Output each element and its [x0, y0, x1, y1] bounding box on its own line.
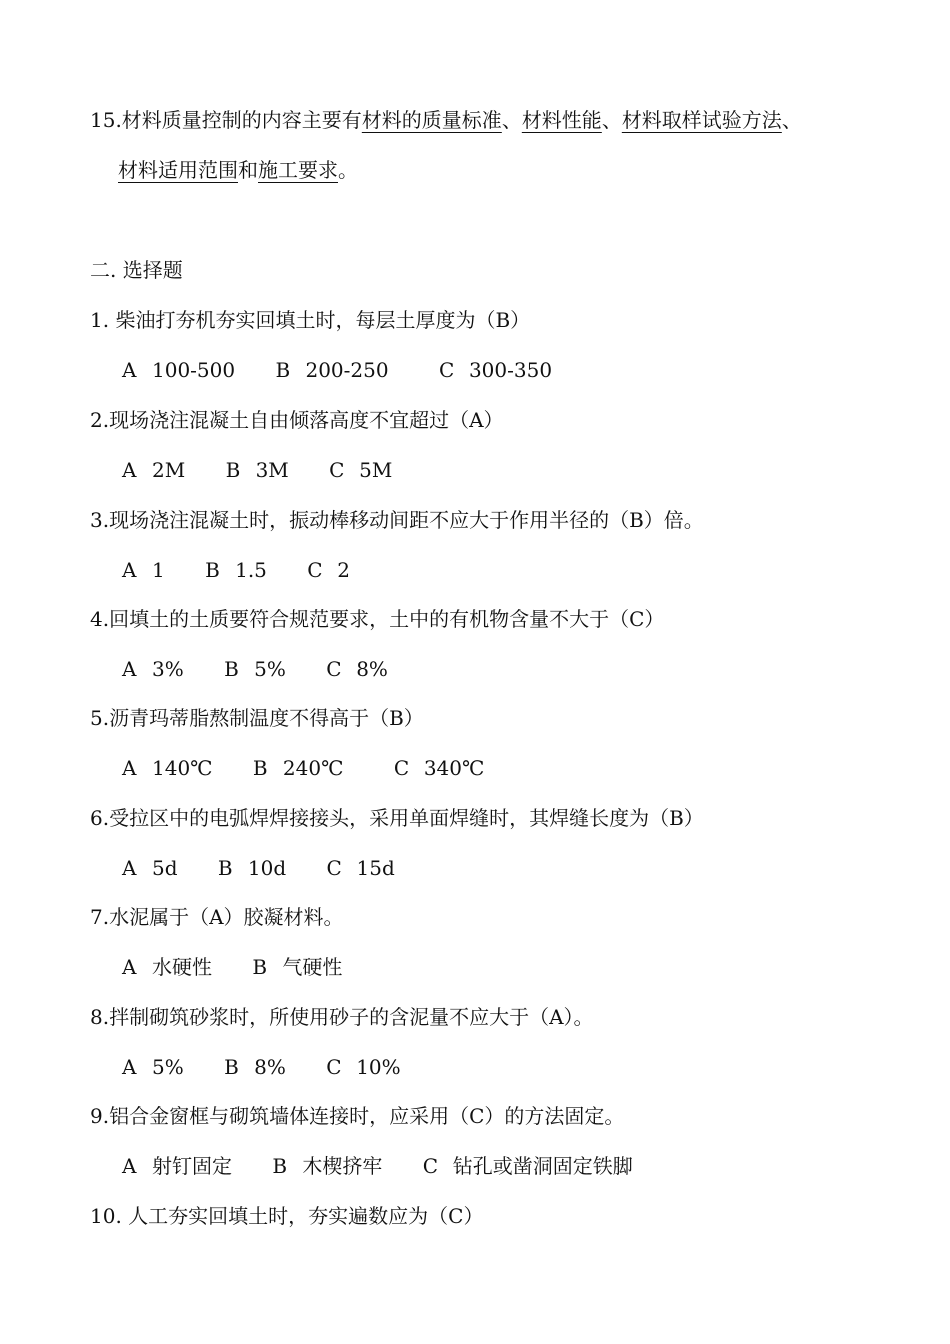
question-options: [122, 1052, 435, 1082]
q15-end: 。: [338, 158, 358, 182]
q15-mid: 和: [238, 158, 258, 182]
q15-prefix: 15.材料质量控制的内容主要有: [90, 108, 362, 132]
option-label: A: [122, 458, 137, 482]
option-value: 1.5: [235, 558, 267, 582]
question-options: [122, 1151, 667, 1181]
question-options: [122, 455, 426, 485]
q15-blank-5: 施工要求: [258, 158, 338, 182]
option-label: B: [224, 657, 239, 681]
q15-blank-2: 材料性能: [521, 108, 602, 132]
option-value: 3%: [152, 657, 184, 681]
option-value: 10d: [247, 856, 287, 880]
question-stem: 5.沥青玛蒂脂熬制温度不得高于（B）: [90, 706, 424, 730]
option-label: C: [326, 657, 342, 681]
option-label: B: [272, 1154, 288, 1178]
option-value: 340℃: [423, 756, 485, 780]
question-stem: 7.水泥属于（A）胶凝材料。: [90, 905, 344, 929]
option-label: C: [326, 856, 342, 880]
q15-blank-3: 材料取样试验方法: [621, 108, 782, 132]
option-label: A: [122, 657, 137, 681]
option-label: C: [438, 358, 455, 382]
option-label: A: [122, 1055, 137, 1079]
q15-sep-3: 、: [781, 108, 802, 132]
option-label: C: [326, 1055, 342, 1079]
option-label: C: [329, 458, 345, 482]
option-label: C: [422, 1154, 439, 1178]
question-options: [122, 555, 384, 585]
option-value: 钻孔或凿洞固定铁脚: [452, 1154, 633, 1178]
q15-sep-2: 、: [601, 108, 622, 132]
option-label: B: [225, 458, 241, 482]
option-value: 8%: [356, 657, 388, 681]
question-stem: 2.现场浇注混凝土自由倾落高度不宜超过（A）: [90, 408, 504, 432]
option-value: 300-350: [468, 358, 553, 382]
option-value: 气硬性: [282, 955, 343, 979]
option-label: A: [122, 856, 137, 880]
option-label: B: [275, 358, 291, 382]
question-options: [122, 952, 376, 982]
option-value: 100-500: [152, 358, 236, 382]
question-stem: 9.铝合金窗框与砌筑墙体连接时，应采用（C）的方法固定。: [90, 1104, 625, 1128]
option-label: B: [217, 856, 233, 880]
option-value: 240℃: [282, 756, 344, 780]
option-label: A: [122, 558, 137, 582]
question-stem: 10. 人工夯实回填土时，夯实遍数应为（C）: [90, 1204, 484, 1228]
option-value: 水硬性: [152, 955, 212, 979]
option-label: B: [252, 955, 268, 979]
option-label: C: [393, 756, 410, 780]
option-label: C: [307, 558, 323, 582]
question-options: [122, 654, 422, 684]
option-value: 5d: [152, 856, 178, 880]
q15-blank-4: 材料适用范围: [118, 158, 238, 182]
question-options: [122, 355, 586, 385]
question-stem: 8.拌制砌筑砂浆时，所使用砂子的含泥量不应大于（A）。: [90, 1005, 594, 1029]
q15-line2: [118, 155, 358, 185]
question-stem: 1. 柴油打夯机夯实回填土时，每层土厚度为（B）: [90, 308, 531, 332]
q15-blank-1: 材料的质量标准: [361, 108, 502, 132]
question-stem: 3.现场浇注混凝土时，振动棒移动间距不应大于作用半径的（B）倍。: [90, 508, 704, 532]
option-value: 3M: [255, 458, 289, 482]
option-value: 5%: [152, 1055, 184, 1079]
section-title: 二. 选择题: [90, 258, 183, 282]
option-label: B: [205, 558, 220, 582]
option-value: 15d: [356, 856, 395, 880]
option-label: A: [122, 1154, 137, 1178]
question-stem: 4.回填土的土质要符合规范要求，土中的有机物含量不大于（C）: [90, 607, 665, 631]
option-value: 200-250: [305, 358, 389, 382]
question-stem: 6.受拉区中的电弧焊焊接接头，采用单面焊缝时，其焊缝长度为（B）: [90, 806, 704, 830]
question-options: [122, 853, 429, 883]
option-label: B: [252, 756, 268, 780]
option-value: 5%: [254, 657, 286, 681]
option-value: 2M: [152, 458, 186, 482]
option-value: 2: [337, 558, 350, 582]
option-value: 射钉固定: [152, 1154, 232, 1178]
question-options: [122, 753, 518, 783]
option-value: 1: [152, 558, 165, 582]
option-value: 8%: [254, 1055, 286, 1079]
option-value: 140℃: [152, 756, 213, 780]
q15-sep-1: 、: [501, 108, 522, 132]
option-value: 木楔挤牢: [302, 1154, 383, 1178]
option-label: A: [122, 358, 137, 382]
option-label: A: [122, 955, 137, 979]
option-value: 5M: [359, 458, 393, 482]
option-label: B: [224, 1055, 239, 1079]
option-value: 10%: [356, 1055, 401, 1079]
option-label: A: [122, 756, 137, 780]
q15-line1: [90, 105, 802, 135]
